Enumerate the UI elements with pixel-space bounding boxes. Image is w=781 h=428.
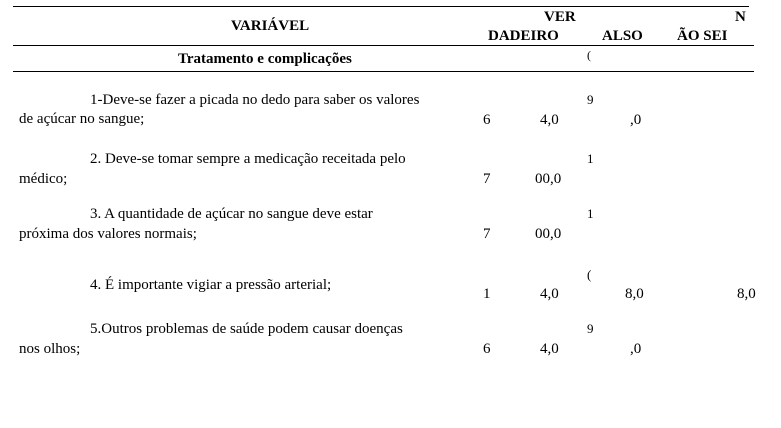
row-1-stray-glyph: 9 [587,92,594,107]
row-2-col1: 7 [483,171,491,187]
top-rule [13,6,749,7]
row-3-col1: 7 [483,226,491,242]
row-5-text-line2: nos olhos; [19,341,81,357]
row-4-col4: 8,0 [737,286,756,302]
row-4-col2: 4,0 [540,286,559,302]
section-bottom-rule [13,71,754,72]
row-2-text-line2: médico; [19,171,68,187]
row-3-text-line1: 3. A quantidade de açúcar no sangue deve estar [90,206,373,222]
header-bottom-rule [13,45,754,46]
row-4-col1: 1 [483,286,491,302]
header-ver: VER [544,9,576,25]
row-5-col2: 4,0 [540,341,559,357]
row-1-col1: 6 [483,112,491,128]
row-3-stray-glyph: 1 [587,206,594,221]
header-dadeiro: DADEIRO [488,28,559,44]
header-ao-sei: ÃO SEI [677,28,728,44]
row-2-stray-glyph: 1 [587,151,594,166]
row-2-col2: 00,0 [535,171,562,187]
row-1-text-line2: de açúcar no sangue; [19,111,145,127]
row-1-col2: 4,0 [540,112,559,128]
section-title: Tratamento e complicações [178,51,352,67]
header-also: ALSO [602,28,643,44]
row-3-text-line2: próxima dos valores normais; [19,226,197,242]
row-5-col1: 6 [483,341,491,357]
row-5-stray-glyph: 9 [587,321,594,336]
row-4-col3: 8,0 [625,286,644,302]
row-3-col2: 00,0 [535,226,562,242]
row-4-text-line1: 4. É importante vigiar a pressão arterial; [90,277,332,293]
row-2-text-line1: 2. Deve-se tomar sempre a medicação receitada pelo [90,151,406,167]
header-variavel: VARIÁVEL [231,18,310,34]
row-5-text-line1: 5.Outros problemas de saúde podem causar doenças [90,321,403,337]
row-1-text-line1: 1-Deve-se fazer a picada no dedo para saber os valores [90,92,420,108]
row-1-col3: ,0 [630,112,642,128]
section-stray-glyph: ( [587,48,591,62]
row-4-stray-glyph: ( [587,267,592,282]
row-5-col3: ,0 [630,341,642,357]
header-n: N [735,9,746,25]
